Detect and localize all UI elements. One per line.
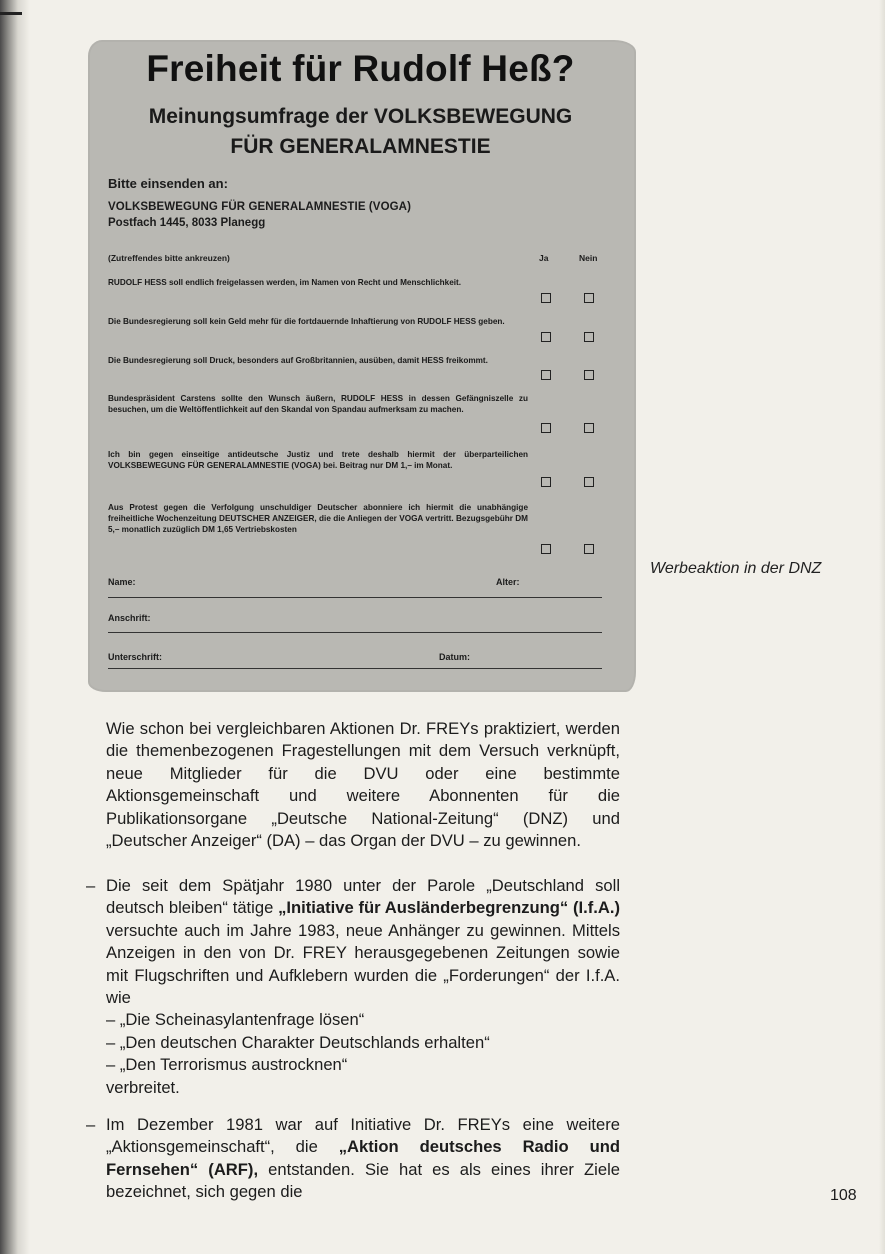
ifa-name: „Initiative für Ausländerbegrenzung“ (I.f.A.): [278, 898, 620, 918]
binding-mark: [0, 12, 22, 15]
checkbox-q4-nein: [584, 423, 594, 433]
name-line: [108, 597, 602, 598]
column-nein-header: Nein: [579, 253, 598, 263]
dash-marker: –: [86, 1115, 96, 1134]
checkbox-q5-ja: [541, 477, 551, 487]
question-6: Aus Protest gegen die Verfolgung unschuldiger Deutscher abonniere ich hiermit die unabhängige freiheitliche Wochenzeitung DEUTSCHER ANZEIGER, die die Anliegen der VOGA vertritt. Bezugsgebühr DM 5,– monatlich zuzüglich DM 1,65 Vertriebskosten: [108, 503, 528, 534]
paragraph-3-text: Im Dezember 1981 war auf Initiative Dr. FREYs eine weitere „Aktionsgemeinschaft“, die „Aktion deutsches Radio und Fernsehen“ (ARF), entstanden. Sie hat es als eines ihrer Ziele bezeichnet, sich gegen die: [106, 1115, 621, 1202]
checkbox-q5-nein: [584, 477, 594, 487]
column-ja-header: Ja: [539, 253, 549, 263]
checkbox-q1-nein: [584, 293, 594, 303]
question-5: Ich bin gegen einseitige antideutsche Justiz und trete deshalb hiermit der überparteilichen VOLKSBEWEGUNG FÜR GENERALAMNESTIE (VOGA) bei. Beitrag nur DM 1,– im Monat.: [108, 450, 528, 470]
body-paragraph-2: [86, 875, 620, 1099]
anschrift-line: [108, 632, 602, 633]
question-4: Bundespräsident Carstens sollte den Wunsch äußern, RUDOLF HESS in dessen Gefängniszelle zu besuchen, um die Weltöffentlichkeit auf den Skandal von Spandau aufmerksam zu machen.: [108, 394, 528, 414]
checkbox-q3-nein: [584, 370, 594, 380]
checkbox-q1-ja: [541, 293, 551, 303]
body-paragraph-3: [86, 1114, 621, 1204]
checkbox-q2-nein: [584, 332, 594, 342]
page-number: 108: [830, 1187, 857, 1204]
checkbox-q6-ja: [541, 544, 551, 554]
list-item: – „Den Terrorismus austrocknen“: [106, 1055, 348, 1075]
page-edge: [879, 0, 885, 1254]
checkbox-q3-ja: [541, 370, 551, 380]
book-binding-shadow: [0, 0, 30, 1254]
checkbox-q2-ja: [541, 332, 551, 342]
send-intro: Bitte einsenden an:: [108, 176, 228, 191]
body-paragraph-1: [106, 718, 620, 852]
list-item: – „Die Scheinasylantenfrage lösen“: [106, 1010, 365, 1030]
paragraph-2-end: verbreitet.: [106, 1077, 180, 1097]
name-label: Name:: [108, 577, 136, 587]
question-3: Die Bundesregierung soll Druck, besonders auf Großbritannien, ausüben, damit HESS freikommt.: [108, 356, 488, 365]
clipping-title: Freiheit für Rudolf Heß?: [146, 48, 575, 89]
alter-label: Alter:: [496, 577, 520, 587]
question-1: RUDOLF HESS soll endlich freigelassen werden, im Namen von Recht und Menschlichkeit.: [108, 278, 462, 287]
datum-label: Datum:: [439, 652, 470, 662]
clipping-caption: Werbeaktion in der DNZ: [650, 560, 822, 577]
checkbox-q4-ja: [541, 423, 551, 433]
checkbox-q6-nein: [584, 544, 594, 554]
address-line2: Postfach 1445, 8033 Planegg: [108, 217, 266, 229]
address-line1: VOLKSBEWEGUNG FÜR GENERALAMNESTIE (VOGA): [108, 201, 412, 213]
arf-name: „Aktion deutsches Radio und Fernsehen“ (ARF),: [106, 1137, 620, 1179]
clipping-subtitle-line1: Meinungsumfrage der VOLKSBEWEGUNG: [148, 105, 573, 128]
clipping-subtitle-line2: FÜR GENERALAMNESTIE: [230, 135, 491, 158]
unterschrift-line: [108, 668, 602, 669]
unterschrift-label: Unterschrift:: [108, 652, 163, 662]
paragraph-2-text: Die seit dem Spätjahr 1980 unter der Parole „Deutschland soll deutsch bleiben“ tätige „Initiative für Ausländerbegrenzung“ (I.f.A.) versuchte auch im Jahre 1983, neue Anhänger zu gewinnen. Mittels Anzeigen in den von Dr. FREY herausgegebenen Zeitungen sowie mit Flugschriften und Aufklebern wurden die „Forderungen“ der I.f.A. wie: [106, 876, 620, 1008]
dash-marker: –: [86, 876, 96, 895]
check-hint: (Zutreffendes bitte ankreuzen): [108, 253, 230, 263]
list-item: – „Den deutschen Charakter Deutschlands erhalten“: [106, 1032, 490, 1052]
paragraph-1-text: Wie schon bei vergleichbaren Aktionen Dr. FREYs praktiziert, werden die themenbezogenen Fragestellungen mit dem Versuch verknüpft, neue Mitglieder für die DVU oder eine bestimmte Aktionsgemeinschaft und weitere Abonnenten für die Publikationsorgane „Deutsche National-Zeitung“ (DNZ) und „Deutscher Anzeiger“ (DA) – das Organ der DVU – zu gewinnen.: [106, 719, 620, 851]
question-2: Die Bundesregierung soll kein Geld mehr für die fortdauernde Inhaftierung von RUDOLF HESS geben.: [108, 317, 505, 326]
anschrift-label: Anschrift:: [108, 613, 151, 623]
